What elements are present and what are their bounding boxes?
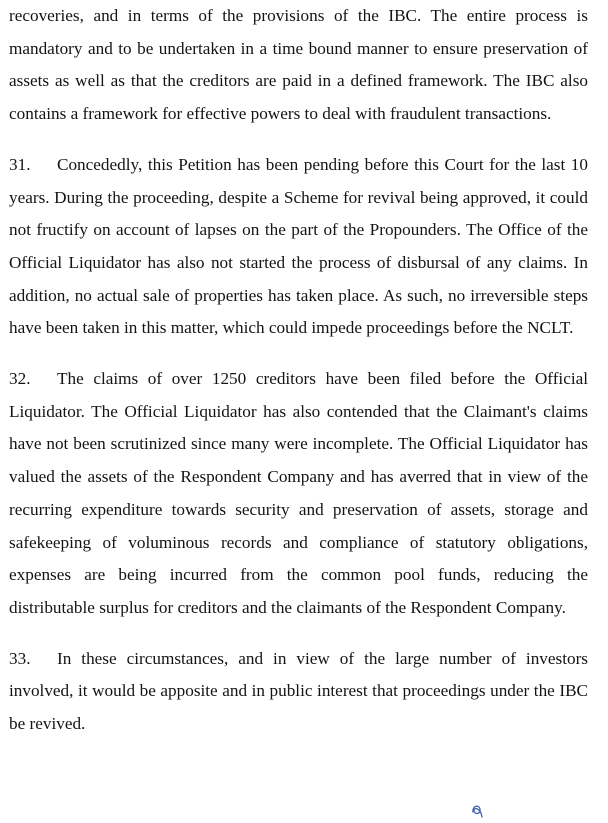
paragraph-text: The claims of over 1250 creditors have been filed before the Official Liquidator. The Official Liquidator has also contended that the Claimant's claims have not been scrutinized since many were incomplete. The Official Liquidator has valued the assets of the Respondent Company and has averred that in view of the recurring expenditure towards security and preservation of assets, storage and safekeeping of voluminous records and compliance of statutory obligations, expenses are being incurred from the common pool funds, reducing the distributable surplus for creditors and the claimants of the Respondent Company. bbox=[9, 369, 588, 617]
paragraph-text: In these circumstances, and in view of the large number of investors involved, it would be apposite and in public interest that proceedings under the IBC be revived. bbox=[9, 648, 588, 734]
paragraph-32 bbox=[9, 363, 588, 625]
paragraph-number: 32. bbox=[9, 369, 31, 389]
paragraph-text: recoveries, and in terms of the provisions of the IBC. The entire process is mandatory and to be undertaken in a time bound manner to ensure preservation of assets as well as that the creditors are paid in a defined framework. The IBC also contains a framework for effective powers to deal with fraudulent transactions. bbox=[9, 6, 588, 124]
paragraph-33 bbox=[9, 643, 588, 741]
paragraph-continued bbox=[9, 0, 588, 131]
document-page bbox=[9, 0, 588, 741]
paragraph-text: Concededly, this Petition has been pending before this Court for the last 10 years. During the proceeding, despite a Scheme for revival being approved, it could not fructify on account of lapses on the part of the Propounders. The Office of the Official Liquidator has also not started the process of disbursal of any claims. In addition, no actual sale of properties has taken place. As such, no irreversible steps have been taken in this matter, which could impede proceedings before the NCLT. bbox=[9, 154, 588, 338]
paragraph-number: 33. bbox=[9, 648, 31, 668]
paragraph-31 bbox=[9, 149, 588, 345]
handwritten-initial-mark bbox=[470, 800, 484, 818]
paragraph-number: 31. bbox=[9, 154, 31, 174]
